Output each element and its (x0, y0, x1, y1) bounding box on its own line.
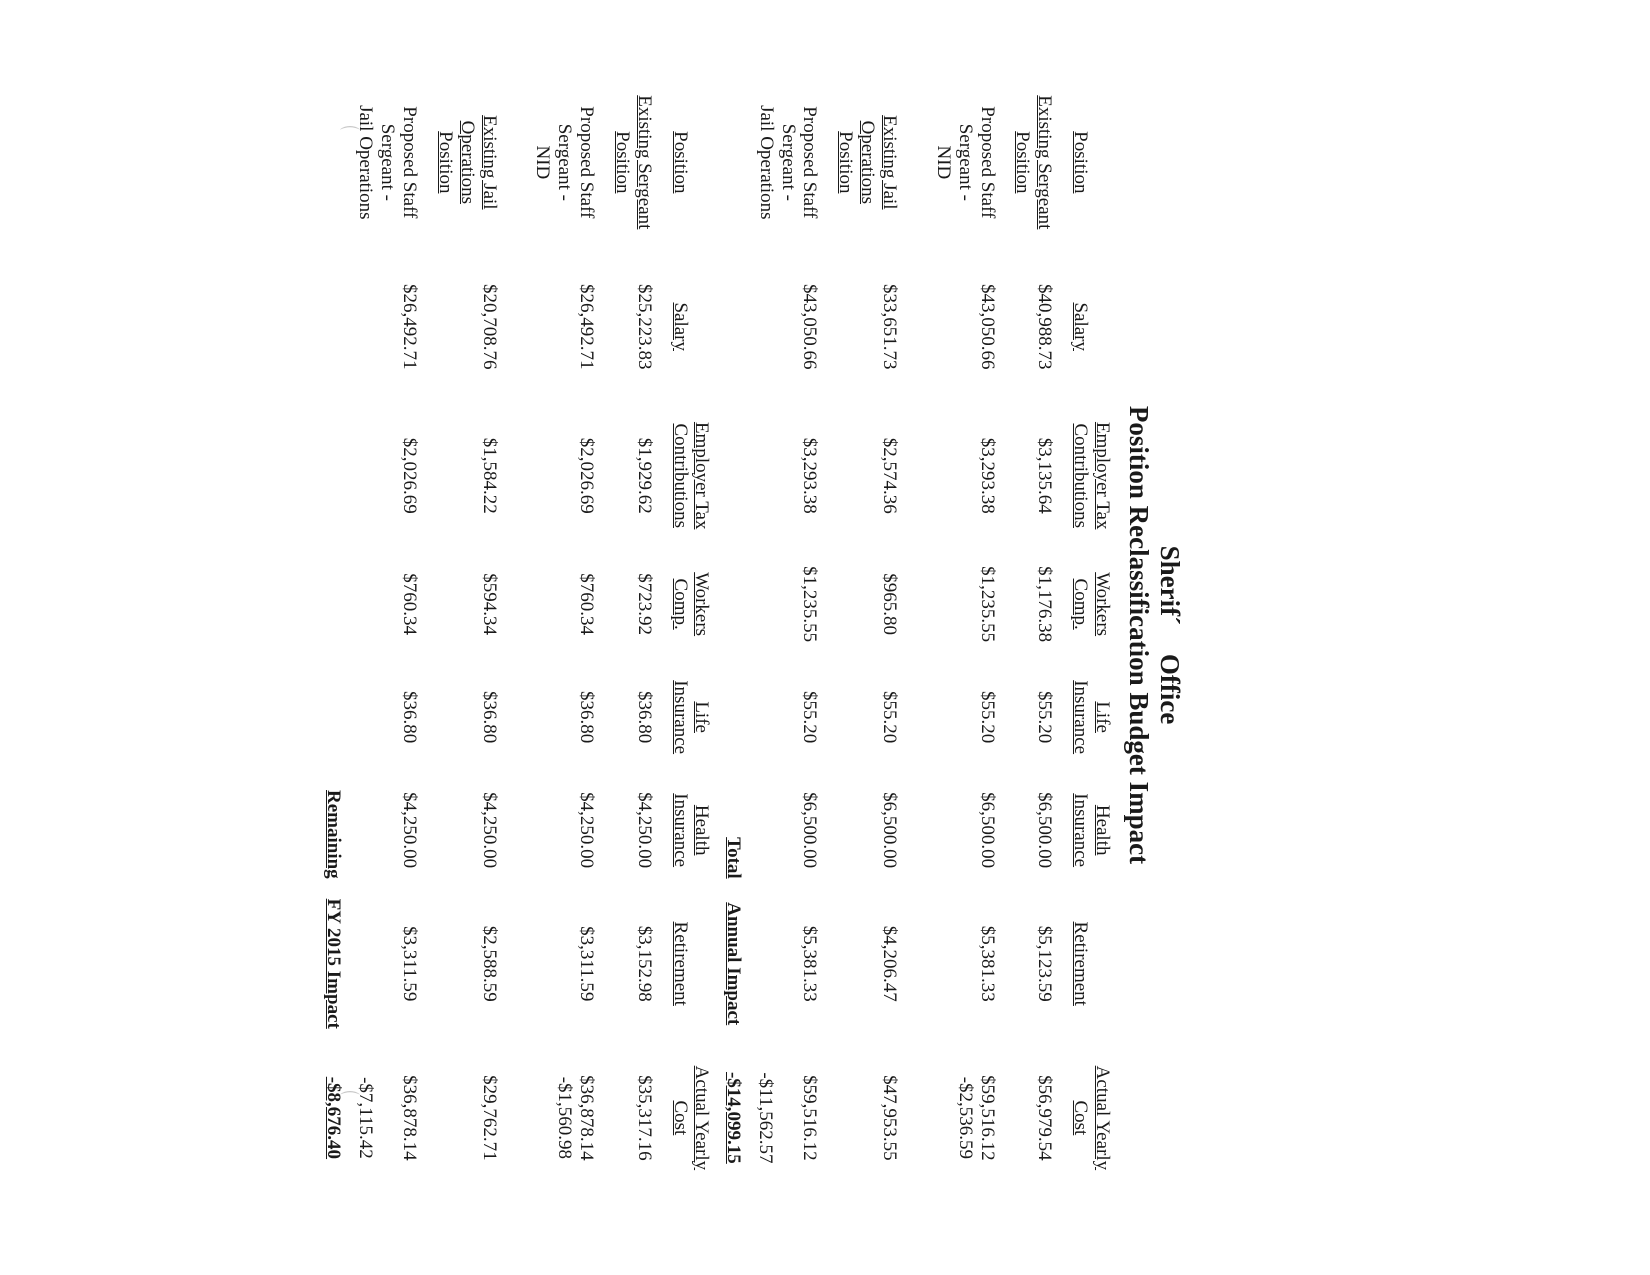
employer-tax-cell: $2,026.69 (399, 437, 421, 514)
workers-comp-cell: $1,235.55 (976, 566, 998, 643)
retirement-cell: $3,311.59 (576, 926, 598, 1002)
workers-comp-cell: $594.34 (478, 573, 500, 636)
salary-cell: $43,050.66 (976, 283, 998, 370)
position-cell: Proposed Staff Sergeant - Jail Operations (755, 105, 821, 220)
health-insurance-cell: $6,500.00 (976, 792, 998, 869)
fy2015-impact-value: -$8,676.40 (323, 1076, 345, 1160)
employer-tax-cell: $3,135.64 (1034, 437, 1056, 514)
salary-cell: $26,492.71 (399, 283, 421, 370)
table-row (344, 75, 424, 1195)
workers-comp-cell: $760.34 (399, 573, 421, 636)
life-insurance-cell: $55.20 (976, 691, 998, 744)
salary-cell: $26,492.71 (576, 283, 598, 370)
employer-tax-cell: $3,293.38 (799, 437, 821, 514)
retirement-cell: $3,311.59 (399, 926, 421, 1002)
life-insurance-cell: $36.80 (399, 691, 421, 744)
employer-tax-cell: $2,026.69 (576, 437, 598, 514)
life-insurance-cell: $55.20 (799, 691, 821, 744)
header-health-insurance: Health Insurance (1070, 793, 1113, 868)
annual-impact-table (716, 75, 1112, 1195)
health-insurance-cell: $6,500.00 (1034, 792, 1056, 869)
workers-comp-cell: $760.34 (576, 573, 598, 636)
yearly-cost-cell: $59,516.12 -$11,562.57 (755, 1072, 821, 1164)
retirement-cell: $2,588.59 (478, 925, 500, 1002)
yearly-cost-cell: $59,516.12 -$2,536.59 (954, 1075, 998, 1161)
yearly-cost-cell: $36,878.14 -$1,560.98 (554, 1075, 598, 1161)
salary-cell: $25,223.83 (633, 283, 655, 370)
header-retirement: Retirement (669, 921, 691, 1006)
difference-value: -$7,115.42 (355, 1077, 377, 1159)
salary-cell: $20,708.76 (478, 283, 500, 370)
salary-cell: $43,050.66 (799, 283, 821, 370)
retirement-cell: $4,206.47 (879, 925, 900, 1002)
position-cell: Proposed Staff Sergeant - Jail Operations (355, 105, 421, 220)
table-header-row (1059, 75, 1113, 1195)
header-position: Position (669, 131, 691, 194)
table-row (601, 75, 659, 1195)
difference-value: -$2,536.59 (954, 1076, 976, 1160)
table-row (922, 75, 1002, 1195)
yearly-cost-cell: $47,953.55 (879, 1075, 900, 1161)
document-page (323, 75, 1185, 1195)
position-cell: Existing Jail Operations Position (434, 115, 500, 210)
annual-impact-value: -$14,099.15 (723, 1071, 745, 1164)
employer-tax-cell: $1,584.22 (478, 437, 500, 514)
header-workers-comp: Workers Comp. (669, 572, 713, 637)
table-row (424, 75, 522, 1195)
annual-impact-label: Annual Impact (723, 902, 745, 1026)
total-label: Total (723, 837, 745, 879)
total-row (316, 75, 344, 1195)
header-salary: Salary (1070, 302, 1092, 351)
workers-comp-cell: $1,235.55 (799, 566, 821, 643)
retirement-cell: $3,152.98 (633, 925, 655, 1002)
life-insurance-cell: $55.20 (1034, 691, 1056, 744)
scan-mark: ⌒ (340, 1091, 360, 1113)
health-insurance-cell: $6,500.00 (879, 792, 900, 869)
employer-tax-cell: $1,929.62 (633, 437, 655, 514)
position-cell: Proposed Staff Sergeant - NID (532, 106, 598, 219)
retirement-cell: $5,381.33 (976, 925, 998, 1002)
life-insurance-cell: $36.80 (633, 691, 655, 744)
header-employer-tax: Employer Tax Contributions (1070, 421, 1113, 530)
health-insurance-cell: $4,250.00 (399, 792, 421, 869)
fy2015-impact-label: FY 2015 Impact (323, 898, 345, 1029)
workers-comp-cell: $1,176.38 (1034, 566, 1056, 643)
table-row (522, 75, 602, 1195)
position-cell: Existing Sergeant Position (611, 95, 655, 230)
workers-comp-cell: $965.80 (879, 573, 900, 636)
table-row (824, 75, 922, 1195)
scan-mark: ⌒ (340, 126, 360, 148)
yearly-cost-cell: $36,878.14 -$7,115.42 (355, 1075, 421, 1161)
table-header-row (659, 75, 713, 1195)
health-insurance-cell: $4,250.00 (633, 792, 655, 869)
yearly-cost-cell: $35,317.16 (633, 1075, 655, 1161)
header-health-insurance: Health Insurance (669, 793, 713, 868)
yearly-cost-cell: $29,762.71 (478, 1075, 500, 1161)
total-row (716, 75, 744, 1195)
salary-cell: $40,988.73 (1034, 283, 1056, 370)
health-insurance-cell: $4,250.00 (478, 792, 500, 869)
header-position: Position (1070, 131, 1092, 194)
employer-tax-cell: $3,293.38 (976, 437, 998, 514)
workers-comp-cell: $723.92 (633, 573, 655, 636)
header-actual-yearly-cost: Actual Yearly Cost (1070, 1065, 1113, 1171)
position-cell: Existing Sergeant Position (1012, 95, 1056, 230)
table-row (1002, 75, 1060, 1195)
salary-cell: $33,651.73 (879, 283, 900, 370)
position-cell: Proposed Staff Sergeant - NID (932, 106, 998, 219)
header-life-insurance: Life Insurance (669, 680, 713, 755)
retirement-cell: $5,123.59 (1034, 925, 1056, 1002)
header-life-insurance: Life Insurance (1070, 680, 1113, 755)
difference-value: -$11,562.57 (755, 1072, 777, 1164)
table-row (744, 75, 824, 1195)
header-retirement: Retirement (1070, 921, 1092, 1006)
document-title (1123, 75, 1185, 1195)
report-title: Position Reclassification Budget Impact (1123, 405, 1154, 865)
health-insurance-cell: $6,500.00 (799, 792, 821, 869)
header-actual-yearly-cost: Actual Yearly Cost (669, 1065, 713, 1171)
position-cell: Existing Jail Operations Position (835, 115, 900, 210)
header-workers-comp: Workers Comp. (1070, 572, 1113, 637)
difference-value: -$1,560.98 (554, 1076, 576, 1160)
health-insurance-cell: $4,250.00 (576, 792, 598, 869)
retirement-cell: $5,381.33 (799, 925, 821, 1002)
life-insurance-cell: $55.20 (879, 691, 900, 744)
header-employer-tax: Employer Tax Contributions (669, 421, 713, 530)
yearly-cost-cell: $56,979.54 (1034, 1075, 1056, 1161)
remaining-label: Remaining (323, 790, 345, 879)
life-insurance-cell: $36.80 (576, 691, 598, 744)
life-insurance-cell: $36.80 (478, 691, 500, 744)
org-name: Sherif´ Office (1155, 545, 1185, 725)
fy2015-impact-table (316, 75, 712, 1195)
header-salary: Salary (669, 302, 691, 351)
employer-tax-cell: $2,574.36 (879, 437, 900, 514)
